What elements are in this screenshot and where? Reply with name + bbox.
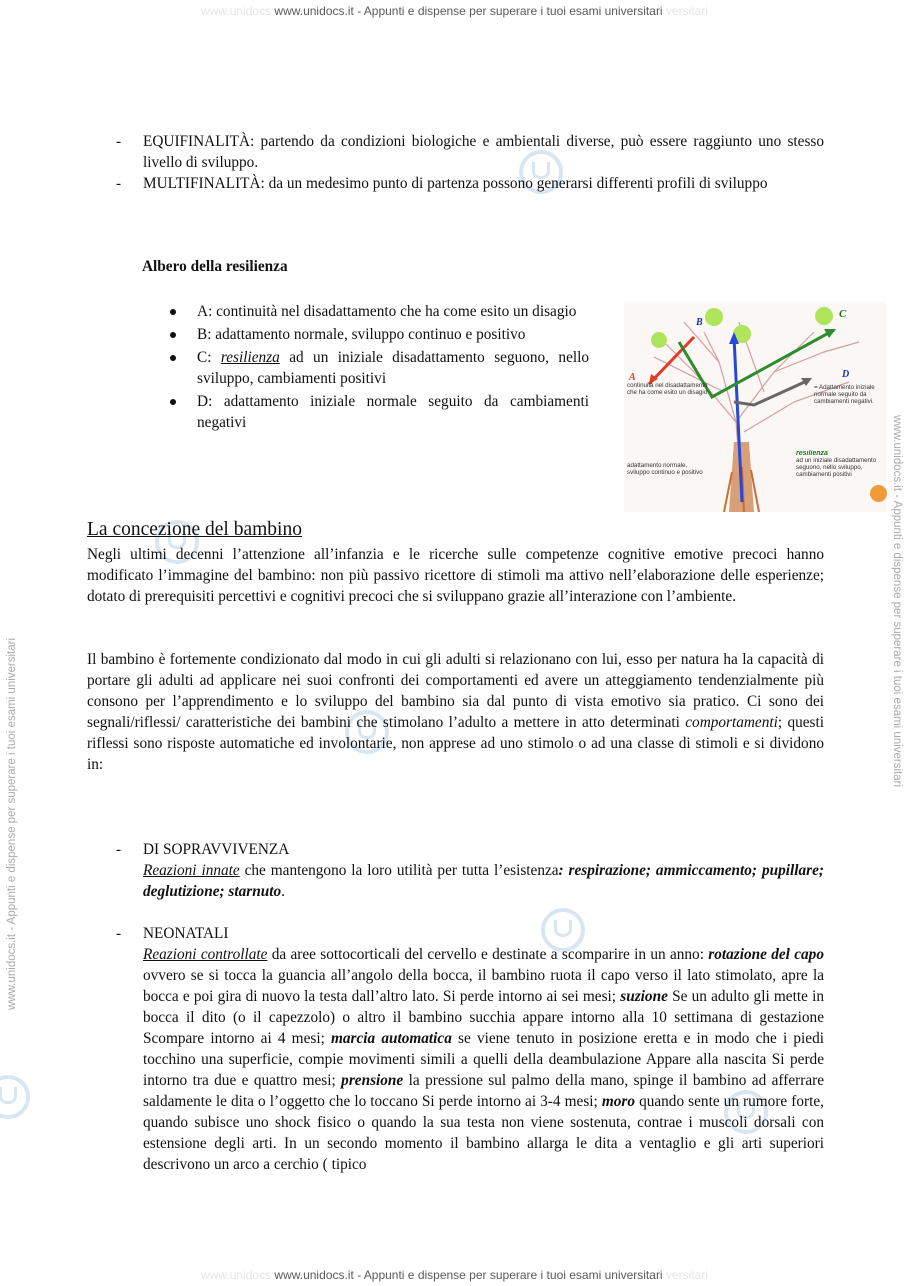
survival-end: . <box>281 883 285 900</box>
orange-marker-icon <box>870 485 887 502</box>
text: : continuità nel disadattamento che ha come esito un disagio <box>208 303 577 320</box>
paragraph-1: Negli ultimi decenni l’attenzione all’infanzia e le ricerche sulle competenze cognitive emotive precoci hanno modificato l’immagine del bambino: non più passivo ricettore di stimoli ma attivo nell’elaborazione delle esperienze; dotato di prerequisiti percettivi e cognitivi precoci che si sviluppano grazie all’interazione con l’ambiente. <box>87 546 824 605</box>
side-watermark-left-text: www.unidocs.it - Appunti e dispense per superare i tuoi esami universitari <box>6 637 18 1010</box>
section-title: La concezione del bambino <box>87 519 302 540</box>
side-watermark-right <box>891 415 903 787</box>
paragraph-2-text-end: ; questi riflessi sono risposte automatiche ed involontarie, non apprese ad uno stimolo o ad una classe di stimoli e si dividono in: <box>87 714 824 773</box>
key: B <box>197 326 208 343</box>
figure-label-a <box>627 382 709 418</box>
key: D <box>197 393 209 410</box>
figure-label-c-text: ad un iniziale disadattamento seguono, nello sviluppo, cambiamenti positivi <box>796 457 877 478</box>
dash-marker: - <box>116 841 122 858</box>
neonatal-text: se viene tenuto in posizione eretta e in modo che i piedi tocchino una superficie, compie movimenti simili a quelli della deambulazione Appare alla nascita Si perde intorno tra due e quattro mesi; <box>143 1030 824 1089</box>
paragraph-2 <box>87 649 824 775</box>
side-watermark-right-text: www.unidocs.it - Appunti e dispense per superare i tuoi esami universitari <box>891 415 903 788</box>
reflex-prensione: prensione <box>341 1072 404 1089</box>
footer-text: www.unidocs.it - Appunti e dispense per superare i tuoi esami universitari <box>274 1268 663 1282</box>
neonatal-term: Reazioni controllate <box>143 946 268 963</box>
figure-letter-c: C <box>839 308 847 320</box>
list-item-b <box>166 324 589 345</box>
list-item-text: MULTIFINALITÀ: da un medesimo punto di partenza possono generarsi differenti profili di sviluppo <box>143 175 768 192</box>
neonatal-body <box>116 944 824 1175</box>
text: ad un iniziale disadattamento seguono, nello sviluppo, cambiamenti positivi <box>197 349 590 387</box>
footer-ghost-left: www.unidocs <box>201 1268 272 1282</box>
leaf-icon <box>705 308 723 326</box>
figure-label-c-title: resilienza <box>796 450 828 457</box>
key: A <box>197 303 209 320</box>
reflex-suzione: suzione <box>620 988 668 1005</box>
survival-reflexes <box>116 839 824 902</box>
reflex-marcia: marcia automatica <box>330 1030 452 1047</box>
term-resilienza: resilienza <box>220 349 280 366</box>
reflex-moro: moro <box>601 1093 635 1110</box>
dash-marker: - <box>116 133 122 150</box>
bullet-dot <box>170 399 176 405</box>
survival-term: Reazioni innate <box>143 862 240 879</box>
list-item-multifinalita <box>116 173 824 194</box>
survival-heading <box>116 839 824 860</box>
header-ghost-left: www.unidocs <box>201 4 272 18</box>
figure-letter-d: D <box>842 369 850 380</box>
bullet-dot <box>170 355 176 361</box>
page-footer <box>0 1268 909 1282</box>
figure-letter-a: A <box>629 372 636 383</box>
survival-body <box>116 860 824 902</box>
watermark-logo-icon <box>0 1075 30 1119</box>
list-item-d <box>166 391 589 433</box>
survival-bold: : respirazione; ammiccamento; pupillare; deglutizione; starnuto <box>143 862 824 900</box>
intro-list <box>116 131 824 194</box>
reflex-rotazione: rotazione del capo <box>708 946 824 963</box>
page-header <box>0 4 909 18</box>
list-item-c <box>166 347 589 389</box>
key: C <box>197 349 208 366</box>
leaf-icon <box>815 307 833 325</box>
list-item-a <box>166 301 589 322</box>
header-text: www.unidocs.it - Appunti e dispense per superare i tuoi esami universitari <box>274 4 663 18</box>
header-ghost-right: versitari <box>665 4 708 18</box>
figure-label-d-text: = Adattamento iniziale normale seguito da cambiamenti negativi. <box>814 384 875 405</box>
figure-label-a-text: continuità nel disadattamento che ha come esito un disagio <box>627 382 708 396</box>
tree-legend-list <box>166 301 589 435</box>
neonatal-text: la pressione sul palmo della mano, spinge il bambino ad afferrare saldamente le dita o l’oggetto che lo toccano Si perde intorno ai 3-4 mesi; <box>143 1072 824 1110</box>
dash-marker: - <box>116 925 122 942</box>
leaf-icon <box>651 332 667 348</box>
side-watermark-left <box>6 638 18 1010</box>
figure-label-b <box>627 462 707 492</box>
footer-ghost-right: versitari <box>665 1268 708 1282</box>
paragraph-2-text: Il bambino è fortemente condizionato dal modo in cui gli adulti si relazionano con lui, esso per natura ha la capacità di portare gli adulti ad applicare nei suoi confronti dei comportamenti ed avere un atteggiamento tendenzialmente più consono per l’apprendimento e lo sviluppo del bambino sia dal punto di vista emotivo sia pratico. Ci sono dei segnali/riflessi/ caratteristiche dei bambini che stimolano l’adulto a mettere in atto determinati <box>87 651 824 731</box>
bullet-dot <box>170 332 176 338</box>
text: : adattamento normale, sviluppo continuo e positivo <box>207 326 526 343</box>
figure-label-b-text: adattamento normale, sviluppo continuo e positivo <box>627 462 703 476</box>
neonatal-text: da aree sottocorticali del cervello e destinate a scomparire in un anno: <box>267 946 709 963</box>
bullet-dot <box>170 309 176 315</box>
neonatal-heading <box>116 923 824 944</box>
neonatal-heading-text: NEONATALI <box>143 925 229 942</box>
neonatal-reflexes <box>116 923 824 1175</box>
paragraph-2-italic: comportamenti <box>685 714 778 731</box>
text: : <box>207 349 221 366</box>
neonatal-text: quando sente un rumore forte, quando subisce uno shock fisico o quando la sua testa non viene sostenuta, contrae i muscoli dorsali con estensione degli arti. In un secondo momento il bambino allarga le dita a ventaglio e gli arti superiori descrivono un arco a cerchio ( tipico <box>143 1093 824 1173</box>
neonatal-text: ovvero se si tocca la guancia all’angolo della bocca, il bambino ruota il capo verso il lato stimolato, apre la bocca e poi gira di nuovo la testa dall’altro lato. Si perde intorno ai sei mesi; <box>143 967 824 1005</box>
survival-text: che mantengono la loro utilità per tutta l’esistenza <box>239 862 559 879</box>
dash-marker: - <box>116 175 122 192</box>
resilience-tree-figure <box>624 302 886 512</box>
text: : adattamento iniziale normale seguito da cambiamenti negativi <box>197 393 589 431</box>
survival-heading-text: DI SOPRAVVIVENZA <box>143 841 290 858</box>
figure-letter-b: B <box>696 317 703 328</box>
neonatal-text: Se un adulto gli mette in bocca il dito (o il capezzolo) o altro il bambino succhia appare intorno alla 10 settimana di gestazione Scompare intorno ai 4 mesi; <box>143 988 824 1047</box>
figure-label-d <box>814 384 884 422</box>
tree-title: Albero della resilienza <box>142 258 288 275</box>
list-item-text: EQUIFINALITÀ: partendo da condizioni biologiche e ambientali diverse, può essere raggiunto uno stesso livello di sviluppo. <box>143 133 824 171</box>
list-item-equifinalita <box>116 131 824 173</box>
